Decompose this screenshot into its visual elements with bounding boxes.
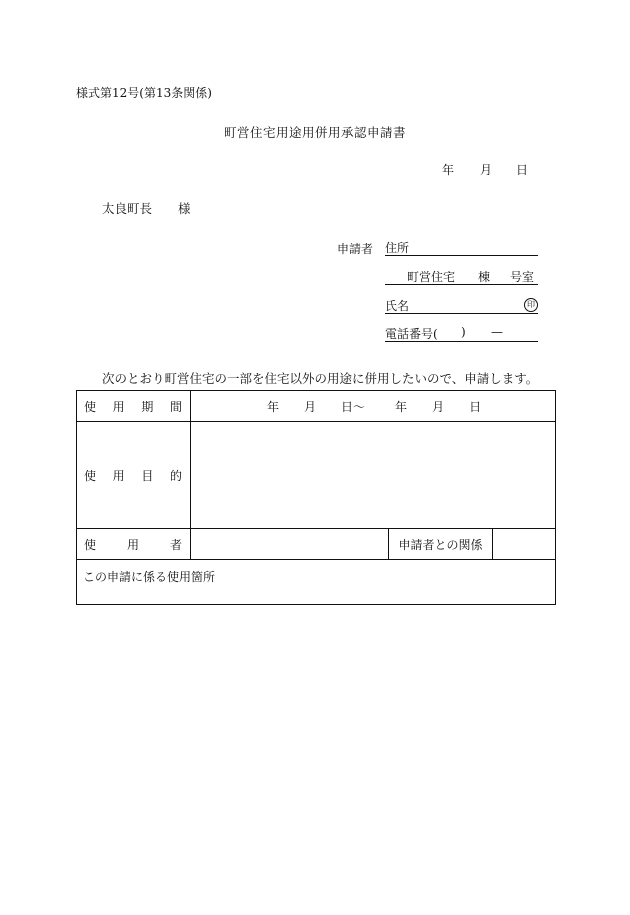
location-label: この申請に係る使用箇所 [83, 570, 216, 584]
period-end-month: 月 [432, 399, 445, 414]
date-year-label: 年 [442, 163, 455, 177]
period-value [191, 398, 555, 415]
purpose-row [77, 422, 556, 529]
date-month-label: 月 [480, 163, 493, 177]
phone-dash: — [491, 325, 503, 339]
purpose-label-cell [77, 422, 191, 529]
relation-label-cell [389, 529, 493, 560]
name-field[interactable] [385, 297, 538, 314]
addressee-name: 太良町長 [102, 201, 153, 216]
phone-label: 電話番号( [385, 327, 438, 341]
relation-value-cell[interactable] [493, 529, 556, 560]
form-reference: 様式第12号(第13条関係) [76, 86, 212, 100]
user-row [77, 529, 556, 560]
applicant-label: 申請者 [337, 242, 374, 256]
seal-icon: 印 [524, 298, 538, 312]
period-start-year: 年 [267, 399, 280, 414]
building-label: 棟 [478, 270, 491, 284]
user-label: 使 用 者 [84, 537, 182, 552]
relation-label: 申請者との関係 [398, 537, 483, 552]
room-label: 号室 [510, 270, 535, 284]
addressee [102, 199, 191, 217]
address-label: 住所 [385, 241, 410, 255]
name-label: 氏名 [385, 299, 410, 313]
period-value-cell[interactable] [191, 391, 556, 422]
period-label: 使 用 期 間 [84, 399, 182, 414]
period-start-month: 月 [304, 399, 317, 414]
period-end-day: 日 [469, 399, 482, 414]
phone-paren-close: ) [461, 325, 466, 339]
phone-field[interactable] [385, 325, 538, 342]
application-table [76, 390, 556, 605]
housing-field[interactable] [385, 268, 538, 285]
location-row [77, 560, 556, 605]
location-cell[interactable] [77, 560, 556, 605]
purpose-label: 使 用 目 的 [84, 468, 182, 483]
addressee-honorific: 様 [178, 201, 191, 216]
address-field[interactable] [385, 239, 538, 256]
user-value-cell[interactable] [191, 529, 389, 560]
period-row [77, 391, 556, 422]
user-label-cell [77, 529, 191, 560]
period-start-day: 日〜 [341, 399, 366, 414]
date-day-label: 日 [516, 163, 529, 177]
period-end-year: 年 [395, 399, 408, 414]
document-title: 町営住宅用途用併用承認申請書 [223, 125, 406, 140]
housing-label: 町営住宅 [407, 270, 456, 284]
purpose-value-cell[interactable] [191, 422, 556, 529]
intro-text: 次のとおり町営住宅の一部を住宅以外の用途に併用したいので、申請します。 [102, 371, 539, 386]
period-label-cell [77, 391, 191, 422]
